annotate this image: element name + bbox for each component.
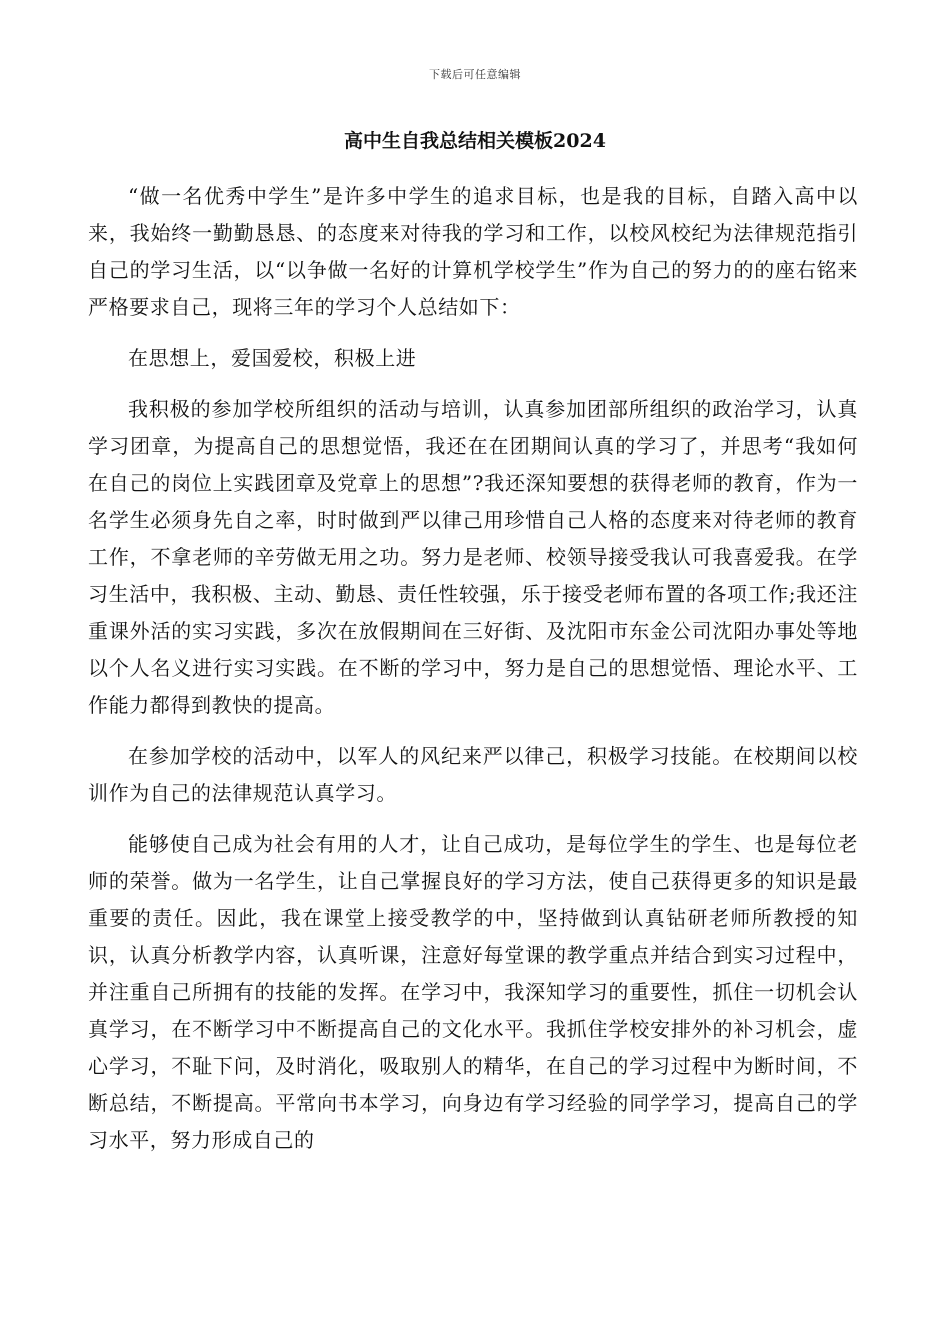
header-note: 下载后可任意编辑 [429, 68, 521, 81]
document-body [88, 178, 858, 1173]
paragraph-discipline: 在参加学校的活动中，以军人的风纪来严以律己，积极学习技能。在校期间以校训作为自己的法律规范认真学习。 [88, 744, 858, 805]
paragraph-heading-thought: 在思想上，爱国爱校，积极上进 [128, 346, 417, 370]
document-title: 高中生自我总结相关模板2024 [344, 130, 606, 152]
paragraph-study: 能够使自己成为社会有用的人才，让自己成功，是每位学生的学生、也是每位老师的荣誉。做为一名学生，让自己掌握良好的学习方法，使自己获得更多的知识是最重要的责任。因此，我在课堂上接受教学的中，坚持做到认真钻研老师所教授的知识，认真分析教学内容，认真听课，注意好每堂课的教学重点并结合到实习过程中，并注重自己所拥有的技能的发挥。在学习中，我深知学习的重要性，抓住一切机会认真学习，在不断学习中不断提高自己的文化水平。我抓住学校安排外的补习机会，虚心学习，不耻下问，及时消化，吸取别人的精华，在自己的学习过程中为断时间，不断总结，不断提高。平常向书本学习，向身边有学习经验的同学学习，提高自己的学习水平，努力形成自己的 [88, 832, 858, 1152]
paragraph-intro: “做一名优秀中学生”是许多中学生的追求目标，也是我的目标，自踏入高中以来，我始终一勤勤恳恳、的态度来对待我的学习和工作，以校风校纪为法律规范指引自己的学习生活，以“以争做一名好的计算机学校学生”作为自己的努力的的座右铭来严格要求自己，现将三年的学习个人总结如下： [88, 184, 858, 319]
paragraph-activities: 我积极的参加学校所组织的活动与培训，认真参加团部所组织的政治学习，认真学习团章，为提高自己的思想觉悟，我还在在团期间认真的学习了，并思考“我如何在自己的岗位上实践团章及党章上的思想”?我还深知要想的获得老师的教育，作为一名学生必须身先自之率，时时做到严以律己用珍惜自己人格的态度来对待老师的教育工作，不拿老师的辛劳做无用之功。努力是老师、校领导接受我认可我喜爱我。在学习生活中，我积极、主动、勤恳、责任性较强，乐于接受老师布置的各项工作;我还注重课外活的实习实践，多次在放假期间在三好街、及沈阳市东金公司沈阳办事处等地以个人名义进行实习实践。在不断的学习中，努力是自己的思想觉悟、理论水平、工作能力都得到教快的提高。 [88, 397, 858, 717]
